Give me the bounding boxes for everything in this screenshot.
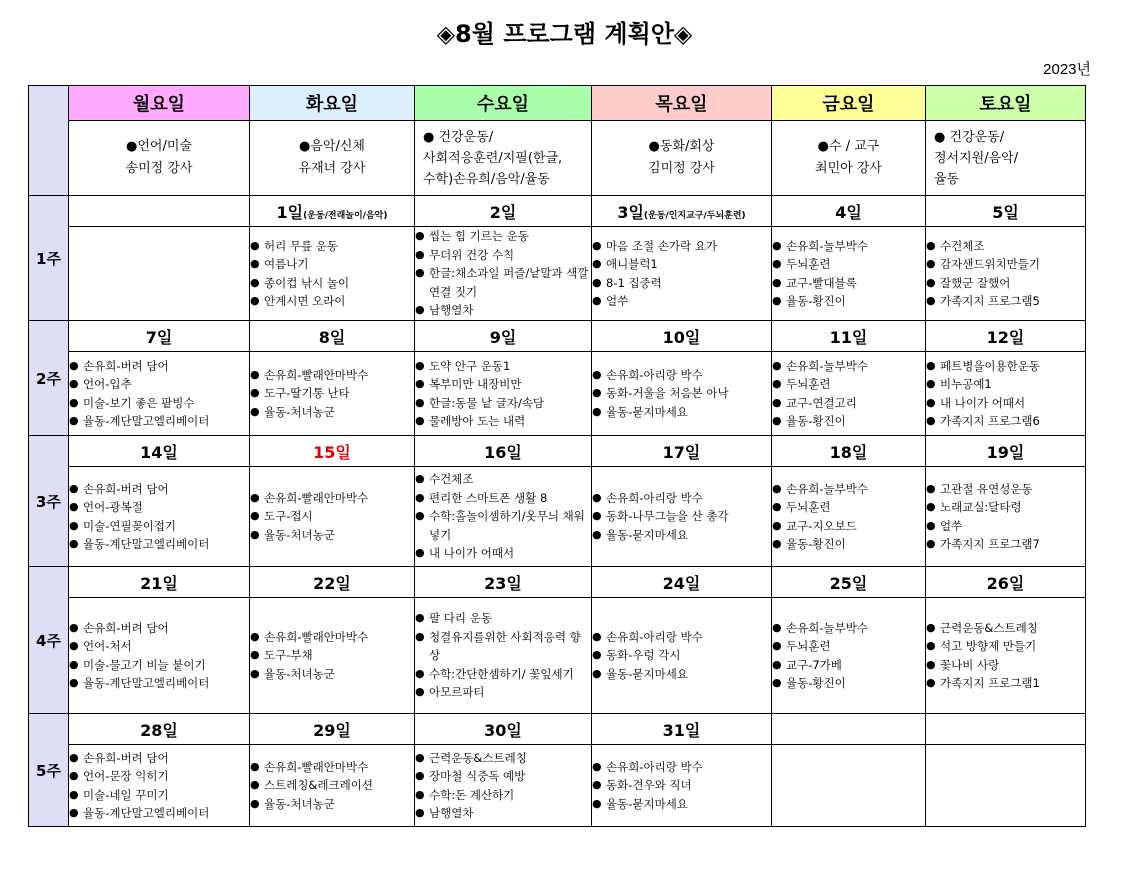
activity-item: ● 두뇌훈련 <box>772 637 925 656</box>
activity-cell-fri <box>772 598 926 714</box>
day-header-sat: 토요일 <box>926 86 1086 121</box>
activity-item: ● 청결유지를위한 사회적응력 향상 <box>415 628 591 665</box>
activity-item: ● 수건체조 <box>415 470 591 489</box>
date-cell-thu <box>592 321 772 352</box>
date-cell-tue <box>250 567 415 598</box>
activity-item: ● 동화-나무그늘을 산 총각 <box>592 507 771 526</box>
activity-item: ● 한글:채소과일 퍼즐/낱말과 색깔 연결 짓기 <box>415 264 591 301</box>
teacher-cell-tue <box>250 121 415 196</box>
date-row <box>29 714 1086 745</box>
activity-cell-mon <box>69 227 250 321</box>
activity-item: ● 미술-물고기 비늘 붙이기 <box>69 656 249 675</box>
activity-item: ● 내 나이가 어때서 <box>926 394 1085 413</box>
activity-item: ● 언어-문장 익히기 <box>69 767 249 786</box>
teacher-cell-thu <box>592 121 772 196</box>
activity-list <box>926 619 1085 693</box>
day-header-tue: 화요일 <box>250 86 415 121</box>
date-number: 11일 <box>829 327 868 347</box>
date-row <box>29 567 1086 598</box>
activity-item: ● 석고 방향제 만들기 <box>926 637 1085 656</box>
activity-item: ● 도약 안구 운동1 <box>415 357 591 376</box>
activity-item: ● 율동-황진이 <box>772 674 925 693</box>
activity-cell-fri <box>772 467 926 567</box>
activity-cell-thu <box>592 352 772 436</box>
date-cell-fri <box>772 714 926 745</box>
activity-item: ● 율동-계단말고엘리베이터 <box>69 674 249 693</box>
date-number: 14일 <box>140 442 178 462</box>
activity-item: ● 동화-견우와 직녀 <box>592 776 771 795</box>
activity-list <box>592 366 771 422</box>
activity-item: ● 감자샌드위치만들기 <box>926 255 1085 274</box>
date-number: 22일 <box>313 573 351 593</box>
activity-list <box>415 357 591 431</box>
activity-cell-mon <box>69 467 250 567</box>
activity-item: ● 물레방아 도는 내력 <box>415 412 591 431</box>
activity-cell-wed <box>415 467 592 567</box>
activity-cell-sat <box>926 467 1086 567</box>
teacher-cell-mon <box>69 121 250 196</box>
date-number: 3일 <box>617 202 644 222</box>
activity-item: ● 팔 다리 운동 <box>415 609 591 628</box>
date-note: (운동/전래놀이/음악) <box>303 210 388 221</box>
activity-item: ● 미술-네일 꾸미기 <box>69 786 249 805</box>
activity-item: ● 수학:간단한셈하기/ 꽃잎세기 <box>415 665 591 684</box>
activity-item: ● 율동-묻지마세요 <box>592 665 771 684</box>
week-label: 4주 <box>29 567 69 714</box>
activity-item: ● 가족지지 프로그램1 <box>926 674 1085 693</box>
date-cell-fri <box>772 436 926 467</box>
date-cell-tue <box>250 714 415 745</box>
date-cell-fri <box>772 567 926 598</box>
activity-item: ● 페트병을이용한운동 <box>926 357 1085 376</box>
week-label: 2주 <box>29 321 69 436</box>
activity-item: ● 두뇌훈련 <box>772 255 925 274</box>
date-cell-mon <box>69 196 250 227</box>
activity-list <box>926 357 1085 431</box>
activity-cell-thu <box>592 467 772 567</box>
activity-cell-fri <box>772 352 926 436</box>
activity-item: ● 율동-계단말고엘리베이터 <box>69 412 249 431</box>
activity-item: ● 교구-지오보드 <box>772 517 925 536</box>
activity-list <box>772 480 925 554</box>
activity-item: ● 근력운동&스트레칭 <box>415 749 591 768</box>
date-cell-sat <box>926 321 1086 352</box>
activity-item: ● 손유희-빨래안마박수 <box>250 628 414 647</box>
teacher-name: 유재녀 강사 <box>298 161 366 176</box>
date-number: 23일 <box>484 573 522 593</box>
date-cell-tue <box>250 196 415 227</box>
activity-item: ● 안계시면 오라이 <box>250 292 414 311</box>
activity-item: ● 율동-황진이 <box>772 412 925 431</box>
date-row <box>29 436 1086 467</box>
page-title: ◈8월 프로그램 계획안◈ <box>436 20 693 48</box>
activity-item: ● 도구-딸기통 난타 <box>250 384 414 403</box>
activity-item: ● 율동-처녀농군 <box>250 665 414 684</box>
activity-item: ● 손유희-버려 담어 <box>69 357 249 376</box>
date-cell-fri <box>772 321 926 352</box>
activity-item: ● 언어-광복절 <box>69 498 249 517</box>
activity-item: ● 율동-처녀농군 <box>250 795 414 814</box>
activity-item: ● 수학:홀놀이셈하기/옷무늬 채워넣기 <box>415 507 591 544</box>
activity-item: ● 율동-묻지마세요 <box>592 795 771 814</box>
activity-item: ● 여름나기 <box>250 255 414 274</box>
activity-list <box>926 480 1085 554</box>
date-number: 5일 <box>992 202 1019 222</box>
activity-item: ● 율동-처녀농군 <box>250 526 414 545</box>
date-number: 4일 <box>835 202 862 222</box>
day-header-fri: 금요일 <box>772 86 926 121</box>
date-cell-sat <box>926 436 1086 467</box>
date-cell-wed <box>415 196 592 227</box>
date-number: 10일 <box>662 327 701 347</box>
activity-item: ● 두뇌훈련 <box>772 498 925 517</box>
activity-list <box>592 628 771 684</box>
date-cell-mon <box>69 714 250 745</box>
activity-item: ● 8-1 집중력 <box>592 274 771 293</box>
date-number: 19일 <box>986 442 1025 462</box>
program-table <box>28 85 1086 827</box>
activity-item: ● 손유희-빨래안마박수 <box>250 758 414 777</box>
date-cell-mon <box>69 567 250 598</box>
activity-list <box>415 227 591 320</box>
day-header-thu: 목요일 <box>592 86 772 121</box>
date-cell-thu <box>592 567 772 598</box>
activity-item: ● 두뇌훈련 <box>772 375 925 394</box>
activity-item: ● 미술-보기 좋은 팥빙수 <box>69 394 249 413</box>
teacher-subject: ● 건강운동/ <box>934 129 1005 145</box>
date-number: 2일 <box>489 202 517 222</box>
week-label: 3주 <box>29 436 69 567</box>
teacher-name: 최민아 강사 <box>815 161 882 176</box>
activity-cell-tue <box>250 467 415 567</box>
date-cell-mon <box>69 436 250 467</box>
teacher-subject: 수학)손유희/음악/율동 <box>423 171 550 187</box>
date-number: 8일 <box>318 327 346 347</box>
date-number: 28일 <box>140 720 178 740</box>
date-number: 16일 <box>484 442 522 462</box>
activity-item: ● 동화-거울을 처음본 아낙 <box>592 384 771 403</box>
activity-cell-sat <box>926 598 1086 714</box>
activity-item: ● 꽃나비 사랑 <box>926 656 1085 675</box>
activity-item: ● 율동-계단말고엘리베이터 <box>69 804 249 823</box>
activity-item: ● 남행열차 <box>415 804 591 823</box>
activity-item: ● 언어-입추 <box>69 375 249 394</box>
activity-list <box>772 619 925 693</box>
activity-item: ● 손유희-아리랑 박수 <box>592 628 771 647</box>
activity-item: ● 율동-묻지마세요 <box>592 403 771 422</box>
activity-item: ● 손유희-아리랑 박수 <box>592 366 771 385</box>
activity-list <box>926 237 1085 311</box>
activity-list <box>250 489 414 545</box>
activity-item: ● 손유희-아리랑 박수 <box>592 758 771 777</box>
date-cell-tue <box>250 436 415 467</box>
teacher-name: 송미정 강사 <box>125 161 193 176</box>
teacher-subject: ●음악/신체 <box>299 139 365 154</box>
activity-item: ● 애니블럭1 <box>592 255 771 274</box>
activity-item: ● 가족지지 프로그램6 <box>926 412 1085 431</box>
activity-list <box>592 489 771 545</box>
activity-list <box>592 237 771 311</box>
date-cell-fri <box>772 196 926 227</box>
activity-item: ● 장마철 식중독 예방 <box>415 767 591 786</box>
date-cell-wed <box>415 567 592 598</box>
activity-cell-tue <box>250 352 415 436</box>
activity-cell-mon <box>69 352 250 436</box>
activity-list <box>250 628 414 684</box>
date-cell-sat <box>926 714 1086 745</box>
teacher-subject: ● 건강운동/ <box>423 129 494 145</box>
activity-item: ● 교구-빨대블록 <box>772 274 925 293</box>
date-note: (운동/인지교구/두뇌훈련) <box>643 210 746 221</box>
teacher-subject: ●동화/회상 <box>648 139 715 154</box>
date-number: 21일 <box>140 573 178 593</box>
teacher-subject: ●수 / 교구 <box>817 139 880 154</box>
activity-row <box>29 352 1086 436</box>
date-number: 25일 <box>829 573 868 593</box>
activity-item: ● 한글:동물 낱 글자/속담 <box>415 394 591 413</box>
activity-list <box>772 237 925 311</box>
teacher-cell-wed <box>415 121 592 196</box>
activity-item: ● 손유희-놀부박수 <box>772 357 925 376</box>
activity-item: ● 손유희-빨래안마박수 <box>250 489 414 508</box>
activity-item: ● 언어-처서 <box>69 637 249 656</box>
activity-list <box>415 470 591 563</box>
activity-list <box>250 366 414 422</box>
activity-item: ● 무더위 건강 수칙 <box>415 246 591 265</box>
activity-item: ● 고관절 유연성운동 <box>926 480 1085 499</box>
activity-item: ● 교구-연결고리 <box>772 394 925 413</box>
activity-row <box>29 745 1086 827</box>
teacher-subject: ●언어/미술 <box>126 139 192 154</box>
teacher-subject: 율동 <box>934 171 960 187</box>
activity-item: ● 율동-처녀농군 <box>250 403 414 422</box>
week-label: 1주 <box>29 196 69 321</box>
activity-cell-sat <box>926 227 1086 321</box>
activity-item: ● 씹는 힘 기르는 운동 <box>415 227 591 246</box>
activity-item: ● 수학:돈 계산하기 <box>415 786 591 805</box>
activity-row <box>29 467 1086 567</box>
date-number: 15일 <box>313 442 351 462</box>
activity-row <box>29 227 1086 321</box>
date-cell-wed <box>415 436 592 467</box>
activity-cell-mon <box>69 598 250 714</box>
date-row <box>29 196 1086 227</box>
activity-cell-wed <box>415 227 592 321</box>
date-number: 30일 <box>484 720 522 740</box>
activity-item: ● 동화-우렁 각시 <box>592 646 771 665</box>
activity-cell-thu <box>592 598 772 714</box>
teacher-subject: 사회적응훈련/지필(한글, <box>423 150 563 166</box>
activity-item: ● 율동-황진이 <box>772 535 925 554</box>
activity-item: ● 스트레칭&레크레이션 <box>250 776 414 795</box>
activity-cell-wed <box>415 598 592 714</box>
activity-cell-thu <box>592 745 772 827</box>
activity-item: ● 율동-묻지마세요 <box>592 526 771 545</box>
activity-item: ● 손유희-아리랑 박수 <box>592 489 771 508</box>
teacher-subject: 정서지원/음악/ <box>934 150 1019 166</box>
activity-cell-thu <box>592 227 772 321</box>
activity-list <box>69 357 249 431</box>
corner-cell <box>29 86 69 196</box>
activity-cell-fri <box>772 745 926 827</box>
activity-cell-tue <box>250 745 415 827</box>
date-number: 9일 <box>489 327 517 347</box>
date-cell-thu <box>592 714 772 745</box>
activity-item: ● 미술-연필꽂이접기 <box>69 517 249 536</box>
teacher-cell-sat <box>926 121 1086 196</box>
date-number: 26일 <box>986 573 1025 593</box>
activity-cell-mon <box>69 745 250 827</box>
day-header-wed: 수요일 <box>415 86 592 121</box>
activity-item: ● 노래교실:달타령 <box>926 498 1085 517</box>
date-number: 24일 <box>662 573 701 593</box>
activity-list <box>69 480 249 554</box>
date-cell-sat <box>926 567 1086 598</box>
activity-item: ● 얼쑤 <box>926 517 1085 536</box>
date-number: 12일 <box>986 327 1025 347</box>
activity-row <box>29 598 1086 714</box>
activity-list <box>250 758 414 814</box>
date-cell-thu <box>592 196 772 227</box>
activity-item: ● 율동-황진이 <box>772 292 925 311</box>
activity-item: ● 허리 무릎 운동 <box>250 237 414 256</box>
activity-item: ● 아모르파티 <box>415 683 591 702</box>
date-number: 31일 <box>662 720 701 740</box>
activity-cell-wed <box>415 745 592 827</box>
activity-item: ● 잘했군 잘했어 <box>926 274 1085 293</box>
teacher-cell-fri <box>772 121 926 196</box>
date-cell-sat <box>926 196 1086 227</box>
activity-list <box>69 749 249 823</box>
date-number: 1일 <box>276 202 304 222</box>
activity-list <box>69 619 249 693</box>
activity-item: ● 얼쑤 <box>592 292 771 311</box>
date-cell-wed <box>415 714 592 745</box>
activity-item: ● 교구-7가베 <box>772 656 925 675</box>
activity-item: ● 손유희-놀부박수 <box>772 237 925 256</box>
date-cell-mon <box>69 321 250 352</box>
activity-list <box>250 237 414 311</box>
teacher-name: 김미정 강사 <box>648 161 715 176</box>
date-number: 7일 <box>145 327 173 347</box>
activity-list <box>772 357 925 431</box>
activity-cell-tue <box>250 227 415 321</box>
activity-item: ● 복부미만 내장비만 <box>415 375 591 394</box>
activity-item: ● 가족지지 프로그램7 <box>926 535 1085 554</box>
activity-cell-sat <box>926 352 1086 436</box>
date-number: 18일 <box>829 442 868 462</box>
activity-item: ● 종이컵 낚시 놀이 <box>250 274 414 293</box>
activity-item: ● 손유희-버려 담어 <box>69 749 249 768</box>
date-cell-wed <box>415 321 592 352</box>
activity-item: ● 도구-부채 <box>250 646 414 665</box>
activity-item: ● 손유희-버려 담어 <box>69 619 249 638</box>
activity-cell-wed <box>415 352 592 436</box>
activity-item: ● 근력운동&스트레칭 <box>926 619 1085 638</box>
activity-item: ● 비누공예1 <box>926 375 1085 394</box>
week-label: 5주 <box>29 714 69 827</box>
activity-item: ● 손유희-빨래안마박수 <box>250 366 414 385</box>
day-header-mon: 월요일 <box>69 86 250 121</box>
activity-item: ● 가족지지 프로그램5 <box>926 292 1085 311</box>
activity-list <box>415 749 591 823</box>
date-cell-tue <box>250 321 415 352</box>
weekday-header-row <box>29 86 1086 121</box>
activity-item: ● 편리한 스마트폰 생활 8 <box>415 489 591 508</box>
activity-cell-tue <box>250 598 415 714</box>
activity-item: ● 손유희-놀부박수 <box>772 619 925 638</box>
activity-item: ● 수건체조 <box>926 237 1085 256</box>
activity-cell-sat <box>926 745 1086 827</box>
date-cell-thu <box>592 436 772 467</box>
activity-item: ● 도구-접시 <box>250 507 414 526</box>
activity-item: ● 마음 조절 손가락 요가 <box>592 237 771 256</box>
activity-item: ● 내 나이가 어때서 <box>415 544 591 563</box>
activity-cell-fri <box>772 227 926 321</box>
date-number: 29일 <box>313 720 351 740</box>
date-number: 17일 <box>662 442 701 462</box>
date-row <box>29 321 1086 352</box>
activity-list <box>415 609 591 702</box>
activity-list <box>592 758 771 814</box>
teacher-row <box>29 121 1086 196</box>
activity-item: ● 손유희-놀부박수 <box>772 480 925 499</box>
year-label: 2023년 <box>1043 61 1091 78</box>
activity-item: ● 율동-계단말고엘리베이터 <box>69 535 249 554</box>
activity-item: ● 남행열차 <box>415 301 591 320</box>
activity-item: ● 손유희-버려 담어 <box>69 480 249 499</box>
